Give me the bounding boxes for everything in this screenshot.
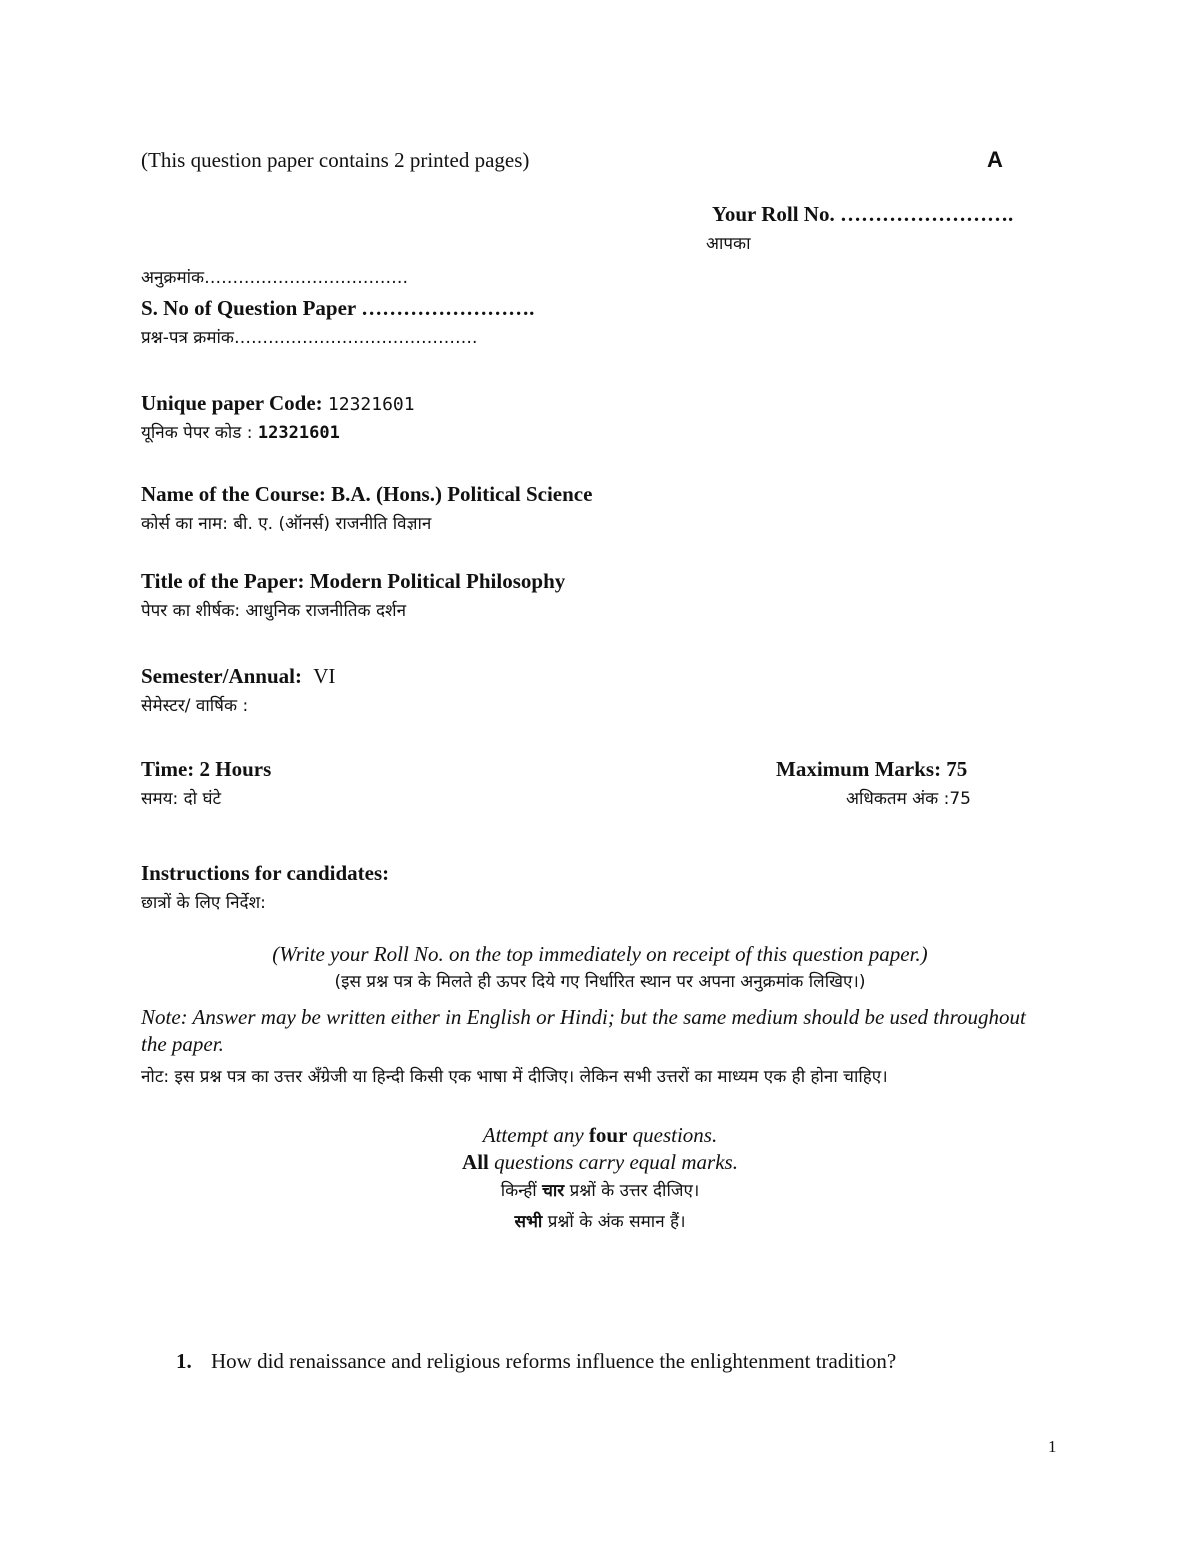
attempt-hindi-count: चार	[542, 1181, 565, 1201]
question-number: 1.	[176, 1349, 192, 1373]
serial-number-label: S. No of Question Paper …………………….	[141, 296, 535, 320]
instructions-heading-hindi: छात्रों के लिए निर्देश:	[141, 893, 266, 913]
roll-number-label: Your Roll No. …………………….	[712, 202, 1014, 226]
anukramank-label-hindi: अनुक्रमांक………………………………	[141, 268, 409, 288]
attempt-hindi-end: प्रश्नों के उत्तर दीजिए।	[564, 1181, 700, 1201]
page-number: 1	[1048, 1437, 1057, 1456]
equal-marks-instruction-hindi	[0, 1214, 1200, 1231]
semester-value: VI	[313, 664, 336, 688]
equal-marks-hindi-all: सभी	[514, 1212, 543, 1232]
maximum-marks-hindi: अधिकतम अंक :75	[846, 789, 971, 809]
semester-label: Semester/Annual:	[141, 664, 302, 688]
course-name: Name of the Course: B.A. (Hons.) Political Science	[141, 482, 593, 506]
question-text: How did renaissance and religious reforms influence the enlightenment tradition?	[211, 1349, 897, 1373]
equal-marks-text: questions carry equal marks.	[488, 1150, 738, 1174]
attempt-hindi-start: किन्हीं	[500, 1181, 543, 1201]
exam-time: Time: 2 Hours	[141, 757, 272, 781]
exam-time-hindi: समय: दो घंटे	[141, 789, 222, 809]
course-name-hindi: कोर्स का नाम: बी. ए. (ऑनर्स) राजनीति विज्ञान	[141, 514, 432, 534]
paper-code-value-hindi: 12321601	[257, 423, 340, 443]
maximum-marks: Maximum Marks: 75	[776, 757, 968, 781]
pages-note: (This question paper contains 2 printed pages)	[141, 148, 530, 172]
paper-code-label-hindi: यूनिक पेपर कोड :	[141, 423, 253, 443]
attempt-instruction	[0, 1125, 1200, 1146]
equal-marks-all: All	[462, 1150, 489, 1174]
attempt-count: four	[588, 1123, 628, 1147]
medium-note: Note: Answer may be written either in English or Hindi; but the same medium should be used throughout the paper.	[141, 1005, 1026, 1056]
paper-code-line	[141, 393, 415, 414]
set-label: A	[987, 147, 1003, 172]
equal-marks-hindi-text: प्रश्नों के अंक समान हैं।	[542, 1212, 686, 1232]
roll-number-instruction-hindi: (इस प्रश्न पत्र के मिलते ही ऊपर दिये गए निर्धारित स्थान पर अपना अनुक्रमांक लिखिए।)	[334, 972, 866, 992]
medium-note-hindi: नोट: इस प्रश्न पत्र का उत्तर अँग्रेजी या हिन्दी किसी एक भाषा में दीजिए। लेकिन सभी उत्तरों का माध्यम एक ही होना चाहिए।	[141, 1067, 888, 1087]
semester-label-hindi: सेमेस्टर/ वार्षिक :	[141, 696, 249, 716]
equal-marks-instruction	[0, 1152, 1200, 1173]
attempt-text-start: Attempt any	[482, 1123, 589, 1147]
paper-code-line-hindi	[141, 425, 340, 442]
paper-code-label: Unique paper Code:	[141, 391, 323, 415]
roll-number-instruction: (Write your Roll No. on the top immediately on receipt of this question paper.)	[272, 942, 928, 966]
paper-title-hindi: पेपर का शीर्षक: आधुनिक राजनीतिक दर्शन	[141, 601, 407, 621]
paper-code-value: 12321601	[327, 394, 415, 415]
question-item	[176, 1351, 896, 1372]
serial-number-label-hindi: प्रश्न-पत्र क्रमांक…………………………………….	[141, 328, 478, 348]
paper-title: Title of the Paper: Modern Political Philosophy	[141, 569, 566, 593]
semester-line	[141, 666, 335, 687]
attempt-instruction-hindi	[0, 1183, 1200, 1200]
attempt-text-end: questions.	[627, 1123, 718, 1147]
roll-number-label-hindi: आपका	[706, 234, 751, 254]
instructions-heading: Instructions for candidates:	[141, 861, 390, 885]
